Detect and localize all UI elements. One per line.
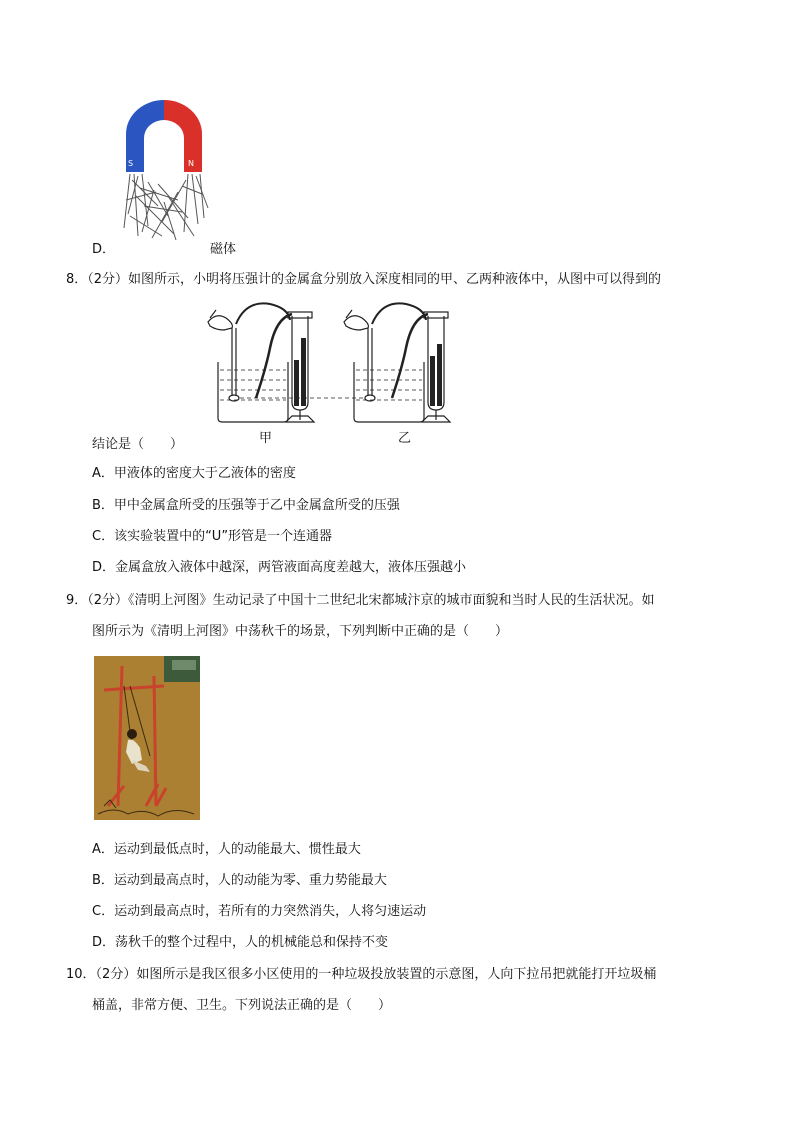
q10-stem-line1: 10．（2分）如图所示是我区很多小区使用的一种垃圾投放装置的示意图，人向下拉吊把就能打开垃圾桶 <box>66 967 657 982</box>
swing-painting <box>94 656 200 820</box>
q9-option-b: B．运动到最高点时，人的动能为零、重力势能最大 <box>92 873 387 888</box>
q10-stem-line2: 桶盖，非常方便、卫生。下列说法正确的是（ ） <box>92 998 392 1013</box>
q8-option-b: B．甲中金属盒所受的压强等于乙中金属盒所受的压强 <box>92 498 400 513</box>
svg-text:S: S <box>128 159 134 168</box>
q8-label-jia: 甲 <box>259 431 273 446</box>
magnet-figure <box>118 96 210 242</box>
q8-option-c: C．该实验装置中的“U”形管是一个连通器 <box>92 529 333 544</box>
q9-option-d: D．荡秋千的整个过程中，人的机械能总和保持不变 <box>92 935 389 950</box>
q9-stem-line2: 图所示为《清明上河图》中荡秋千的场景，下列判断中正确的是（ ） <box>92 624 509 639</box>
q9-option-a: A．运动到最低点时，人的动能最大、惯性最大 <box>92 842 361 857</box>
pressure-gauge-figure <box>196 298 456 430</box>
q8-stem-line2: 结论是（ ） <box>92 437 184 452</box>
q7-option-d-caption: 磁体 <box>210 242 237 257</box>
q8-option-d: D．金属盒放入液体中越深，两管液面高度差越大，液体压强越小 <box>92 560 467 575</box>
q9-option-c: C．运动到最高点时，若所有的力突然消失，人将匀速运动 <box>92 904 427 919</box>
q8-stem-line1: 8．（2分）如图所示，小明将压强计的金属盒分别放入深度相同的甲、乙两种液体中，从图中可以得到的 <box>66 272 662 287</box>
q8-label-yi: 乙 <box>398 431 412 446</box>
q8-option-a: A．甲液体的密度大于乙液体的密度 <box>92 466 296 481</box>
q7-option-d-letter: D． <box>92 242 116 257</box>
svg-text:N: N <box>188 159 194 168</box>
q9-stem-line1: 9．（2分）《清明上河图》生动记录了中国十二世纪北宋都城汴京的城市面貌和当时人民的生活状况。如 <box>66 593 655 608</box>
